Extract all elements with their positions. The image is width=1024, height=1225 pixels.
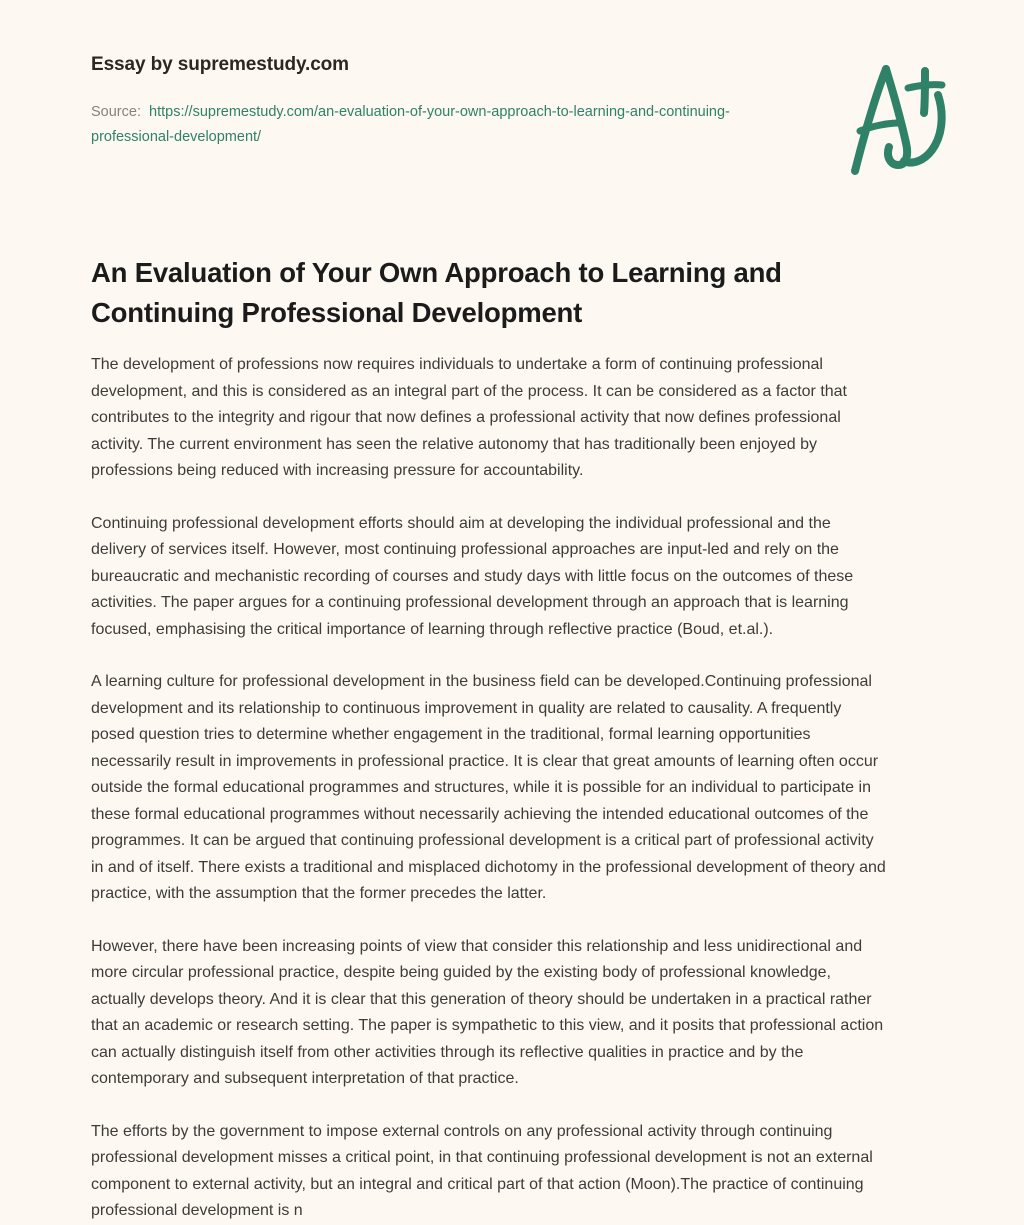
a-plus-logo-icon (842, 55, 962, 185)
source-label: Source: (91, 104, 141, 120)
page-header (91, 52, 791, 150)
paragraph: The development of professions now requires individuals to undertake a form of continuing professional development, and this is considered as an integral part of the process. It can be considered as a factor that contributes to the integrity and rigour that now defines a professional activity that now defines professional activity. The current environment has seen the relative autonomy that has traditionally been enjoyed by professions being reduced with increasing pressure for accountability. (91, 356, 847, 479)
source-url-link[interactable]: https://supremestudy.com/an-evaluation-of-your-own-approach-to-learning-and-continuing-professional-development/ (91, 104, 730, 145)
paragraph: A learning culture for professional development in the business field can be developed.Continuing professional development and its relationship to continuous improvement in quality are related to causality. A frequently posed question tries to determine whether engagement in the traditional, formal learning opportunities necessarily result in improvements in professional practice. It is clear that great amounts of learning often occur outside the formal educational programmes and structures, while it is possible for an individual to participate in these formal educational programmes without necessarily achieving the intended educational outcomes of the programmes. It can be argued that continuing professional development is a critical part of professional activity in and of itself. There exists a traditional and misplaced dichotomy in the professional development of theory and practice, with the assumption that the former precedes the latter. (91, 673, 886, 902)
paragraph: The efforts by the government to impose external controls on any professional activity through continuing professional development misses a critical point, in that continuing professional development is not an external component to external activity, but an integral and critical part of that action (Moon).The practice of continuing professional development is n (91, 1122, 873, 1219)
source-line (91, 100, 763, 150)
essay-body (91, 352, 889, 1225)
essay-byline: Essay by supremestudy.com (91, 54, 349, 75)
paragraph: Continuing professional development efforts should aim at developing the individual professional and the delivery of services itself. However, most continuing professional approaches are input-led and rely on the bureaucratic and mechanistic recording of courses and study days with little focus on the outcomes of these activities. The paper argues for a continuing professional development through an approach that is learning focused, emphasising the critical importance of learning through reflective practice (Boud, et.al.). (91, 514, 854, 638)
page-title: An Evaluation of Your Own Approach to Learning and Continuing Professional Development (91, 257, 782, 328)
paragraph: However, there have been increasing points of view that consider this relationship and less unidirectional and more circular professional practice, despite being guided by the existing body of professional knowledge, actually develops theory. And it is clear that this generation of theory should be undertaken in a practical rather that an academic or research setting. The paper is sympathetic to this view, and it posits that professional action can actually distinguish itself from other activities through its reflective qualities in practice and by the contemporary and subsequent interpretation of that practice. (91, 937, 884, 1087)
